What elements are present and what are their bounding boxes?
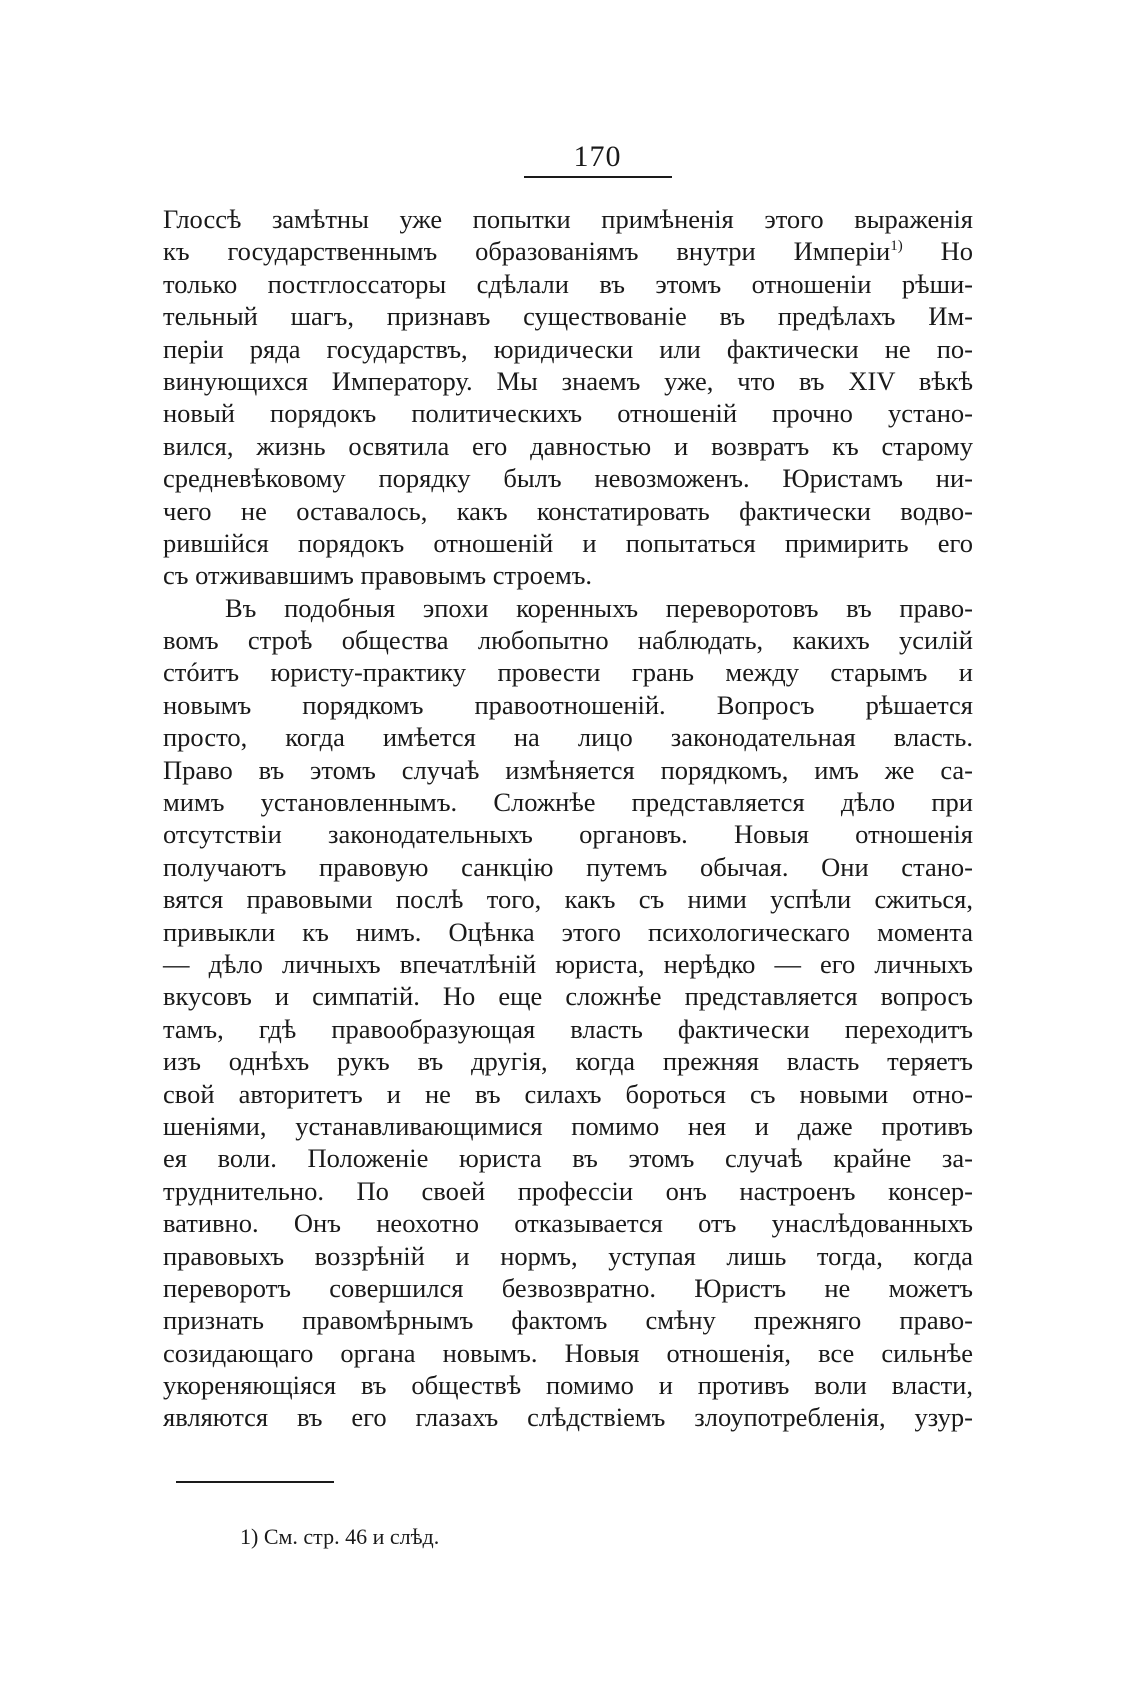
text-line: являются въ его глазахъ слѣдствіемъ злоупотребленія, узур-: [163, 1402, 973, 1433]
text-line: созидающаго органа новымъ. Новыя отношенія, все сильнѣе: [163, 1337, 973, 1368]
text-line: только постглоссаторы сдѣлали въ этомъ отношеніи рѣши-: [163, 268, 973, 299]
page-number: 170: [524, 140, 672, 178]
text-line: привыкли къ нимъ. Оцѣнка этого психологическаго момента: [163, 916, 973, 947]
text-line: новый порядокъ политическихъ отношеній прочно устано-: [163, 398, 973, 429]
text-line: отсутствіи законодательныхъ органовъ. Новыя отношенія: [163, 819, 973, 850]
text-line: новымъ порядкомъ правоотношеній. Вопросъ рѣшается: [163, 689, 973, 720]
text-line: періи ряда государствъ, юридически или фактически не по-: [163, 333, 973, 364]
text-line: просто, когда имѣется на лицо законодательная власть.: [163, 722, 973, 753]
text-line: правовыхъ воззрѣній и нормъ, уступая лишь тогда, когда: [163, 1240, 973, 1271]
text-line: тельный шагъ, признавъ существованіе въ предѣлахъ Им-: [163, 301, 973, 332]
text-line: труднительно. По своей профессіи онъ настроенъ консер-: [163, 1175, 973, 1206]
footnote: 1) См. стр. 46 и слѣд.: [240, 1524, 440, 1549]
text-line-segment: Но: [902, 236, 973, 267]
text-line: вативно. Онъ неохотно отказывается отъ унаслѣдованныхъ: [163, 1208, 973, 1239]
text-line: средневѣковому порядку былъ невозможенъ. Юристамъ ни-: [163, 463, 973, 494]
text-line: укореняющіяся въ обществѣ помимо и противъ воли власти,: [163, 1370, 973, 1401]
text-line-segment: къ государственнымъ образованіямъ внутри Имперіи: [163, 236, 891, 267]
text-line: вомъ строѣ общества любопытно наблюдать, какихъ усилій: [163, 625, 973, 656]
text-line: переворотъ совершился безвозвратно. Юристъ не можетъ: [163, 1272, 973, 1303]
text-line: вятся правовыми послѣ того, какъ съ ними успѣли сжиться,: [163, 884, 973, 915]
text-line: вкусовъ и симпатій. Но еще сложнѣе представляется вопросъ: [163, 981, 973, 1012]
text-line: — дѣло личныхъ впечатлѣній юриста, нерѣдко — его личныхъ: [163, 948, 973, 979]
text-line: получаютъ правовую санкцію путемъ обычая. Они стано-: [163, 851, 973, 882]
text-line: ея воли. Положеніе юриста въ этомъ случаѣ крайне за-: [163, 1143, 973, 1174]
page-header: [0, 140, 1140, 178]
text-line: винующихся Императору. Мы знаемъ уже, что въ XIV вѣкѣ: [163, 365, 973, 396]
footnote-divider: [176, 1481, 334, 1483]
text-line: чего не оставалось, какъ констатировать фактически водво-: [163, 495, 973, 526]
text-line: Глоссѣ замѣтны уже попытки примѣненія этого выраженія: [163, 204, 973, 234]
text-line: свой авторитетъ и не въ силахъ бороться съ новыми отно-: [163, 1078, 973, 1109]
footnote-ref: 1): [890, 238, 903, 255]
text-line: вился, жизнь освятила его давностью и возвратъ къ старому: [163, 430, 973, 461]
text-line: съ отживавшимъ правовымъ строемъ.: [163, 560, 593, 591]
text-line: стóитъ юристу-практику провести грань между старымъ и: [163, 657, 973, 688]
text-line: Въ подобныя эпохи коренныхъ переворотовъ въ право-: [225, 592, 973, 623]
body-text: [163, 203, 973, 1434]
text-line: рившійся порядокъ отношеній и попытаться примирить его: [163, 527, 973, 558]
text-line: [163, 235, 973, 267]
text-line: Право въ этомъ случаѣ измѣняется порядкомъ, имъ же са-: [163, 754, 973, 785]
text-line: изъ однѣхъ рукъ въ другія, когда прежняя власть теряетъ: [163, 1046, 973, 1077]
text-line: мимъ установленнымъ. Сложнѣе представляется дѣло при: [163, 787, 973, 818]
text-line: признать правомѣрнымъ фактомъ смѣну прежняго право-: [163, 1305, 973, 1336]
text-line: тамъ, гдѣ правообразующая власть фактически переходитъ: [163, 1013, 973, 1044]
text-line: шеніями, устанавливающимися помимо нея и даже противъ: [163, 1110, 973, 1141]
